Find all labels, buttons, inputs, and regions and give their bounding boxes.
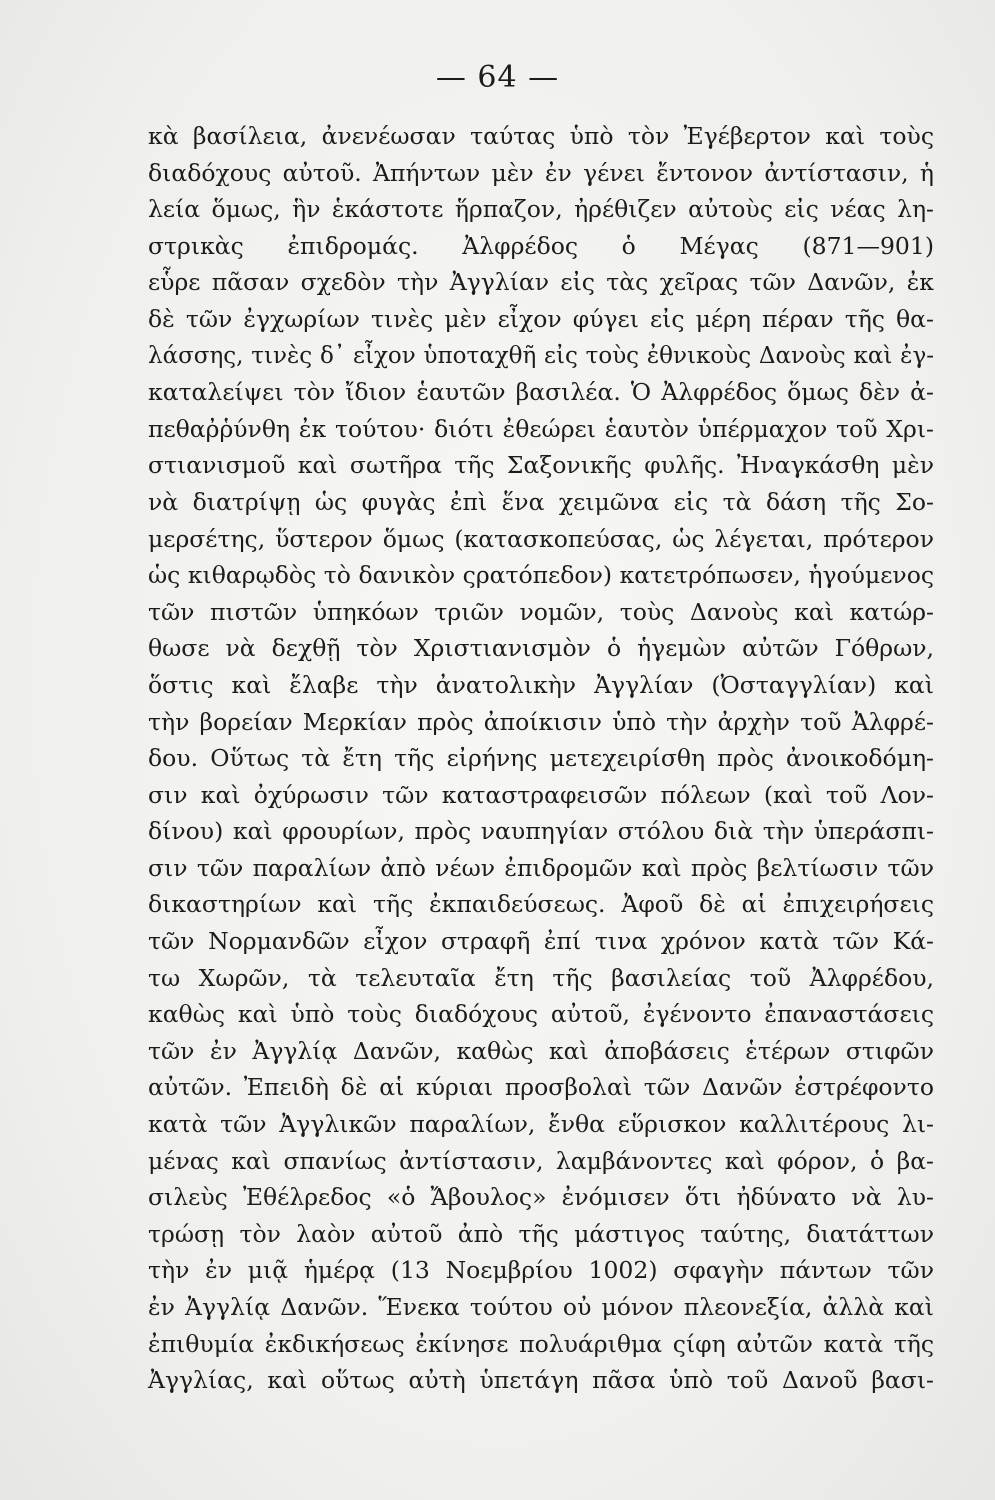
text-line: δίνου) καὶ φρουρίων, πρὸς ναυπηγίαν στόλου διὰ τὴν ὑπεράσπι-	[148, 817, 934, 846]
text-line: πεθαῤῥύνθη ἐκ τούτου· διότι ἐθεώρει ἑαυτὸν ὑπέρμαχον τοῦ Χρι-	[148, 414, 934, 443]
text-line: λάσσης, τινὲς δ᾽ εἶχον ὑποταχθῆ εἰς τοὺς ἐθνικοὺς Δανοὺς καὶ ἐγ-	[148, 342, 934, 369]
text-line: διαδόχους αὐτοῦ. Ἀπήντων μὲν ἐν γένει ἔντονον ἀντίστασιν, ἡ	[148, 158, 934, 187]
text-line: Ἀγγλίας, καὶ οὕτως αὐτὴ ὑπετάγη πᾶσα ὑπὸ τοῦ Δανοῦ βασι-	[148, 1366, 934, 1395]
text-line: θωσε νὰ δεχθῇ τὸν Χριστιανισμὸν ὁ ἡγεμὼν αὐτῶν Γόθρων,	[148, 634, 934, 663]
text-line: τω Χωρῶν, τὰ τελευταῖα ἔτη τῆς βασιλείας τοῦ Ἀλφρέδου,	[148, 963, 934, 992]
text-line: ὡς κιθαρῳδὸς τὸ δανικὸν ςρατόπεδον) κατετρόπωσεν, ἡγούμενος	[148, 561, 934, 590]
text-line: δὲ τῶν ἐγχωρίων τινὲς μὲν εἶχον φύγει εἰς μέρη πέραν τῆς θα-	[148, 304, 934, 333]
text-line: μερσέτης, ὕστερον ὅμως (κατασκοπεύσας, ὡς λέγεται, πρότερον	[148, 524, 934, 553]
text-line: νὰ διατρίψῃ ὡς φυγὰς ἐπὶ ἕνα χειμῶνα εἰς τὰ δάση τῆς Σο-	[148, 487, 934, 516]
text-line: τὴν βορείαν Μερκίαν πρὸς ἀποίκισιν ὑπὸ τὴν ἀρχὴν τοῦ Ἀλφρέ-	[148, 707, 934, 736]
text-line: λεία ὅμως, ἣν ἑκάστοτε ἥρπαζον, ἠρέθιζεν αὐτοὺς εἰς νέας λη-	[148, 195, 934, 224]
text-line: δου. Οὕτως τὰ ἔτη τῆς εἰρήνης μετεχειρίσθη πρὸς ἀνοικοδόμη-	[148, 744, 934, 773]
text-line: ἐπιθυμία ἐκδικήσεως ἐκίνησε πολυάριθμα ςίφη αὐτῶν κατὰ τῆς	[148, 1329, 934, 1358]
text-line: κὰ βασίλεια, ἀνενέωσαν ταύτας ὑπὸ τὸν Ἐγέβερτον καὶ τοὺς	[148, 122, 934, 150]
text-line: σιν καὶ ὀχύρωσιν τῶν καταστραφεισῶν πόλεων (καὶ τοῦ Λον-	[148, 780, 934, 809]
text-line: ὅστις καὶ ἔλαβε τὴν ἀνατολικὴν Ἀγγλίαν (Ὀσταγγλίαν) καὶ	[148, 670, 934, 699]
text-line: τῶν ἐν Ἀγγλίᾳ Δανῶν, καθὼς καὶ ἀποβάσεις ἑτέρων στιφῶν	[148, 1036, 934, 1065]
text-line: καταλείψει τὸν ἴδιον ἑαυτῶν βασιλέα. Ὁ Ἀλφρέδος ὅμως δὲν ἀ-	[148, 378, 934, 407]
text-line: κατὰ τῶν Ἀγγλικῶν παραλίων, ἔνθα εὕρισκον καλλιτέρους λι-	[148, 1110, 934, 1139]
text-line: αὐτῶν. Ἐπειδὴ δὲ αἱ κύριαι προσβολαὶ τῶν Δανῶν ἐστρέφοντο	[148, 1073, 934, 1102]
body-text	[148, 118, 934, 1399]
text-line: μένας καὶ σπανίως ἀντίστασιν, λαμβάνοντες καὶ φόρον, ὁ βα-	[148, 1146, 934, 1175]
text-line: τῶν πιστῶν ὑπηκόων τριῶν νομῶν, τοὺς Δανοὺς καὶ κατώρ-	[148, 597, 934, 626]
text-line: εὗρε πᾶσαν σχεδὸν τὴν Ἀγγλίαν εἰς τὰς χεῖρας τῶν Δανῶν, ἐκ	[148, 268, 934, 297]
text-line: σιν τῶν παραλίων ἀπὸ νέων ἐπιδρομῶν καὶ πρὸς βελτίωσιν τῶν	[148, 853, 934, 882]
text-line: δικαστηρίων καὶ τῆς ἐκπαιδεύσεως. Ἀφοῦ δὲ αἱ ἐπιχειρήσεις	[148, 890, 934, 919]
text-line: καθὼς καὶ ὑπὸ τοὺς διαδόχους αὐτοῦ, ἐγένοντο ἐπαναστάσεις	[148, 1000, 934, 1029]
text-line: τρώσῃ τὸν λαὸν αὐτοῦ ἀπὸ τῆς μάστιγος ταύτης, διατάττων	[148, 1219, 934, 1248]
page-number: — 64 —	[435, 60, 560, 95]
text-line: τῶν Νορμανδῶν εἶχον στραφῆ ἐπί τινα χρόνον κατὰ τῶν Κά-	[148, 927, 934, 956]
text-line: στρικὰς ἐπιδρομάς. Ἀλφρέδος ὁ Μέγας (871—901)	[148, 231, 934, 260]
text-line: σιλεὺς Ἐθέλρεδος «ὁ Ἄβουλος» ἐνόμισεν ὅτι ἠδύνατο νὰ λυ-	[148, 1183, 934, 1212]
text-line: τὴν ἐν μιᾷ ἡμέρᾳ (13 Νοεμβρίου 1002) σφαγὴν πάντων τῶν	[148, 1256, 934, 1285]
text-line: στιανισμοῦ καὶ σωτῆρα τῆς Σαξονικῆς φυλῆς. Ἠναγκάσθη μὲν	[148, 451, 934, 480]
text-line: ἐν Ἀγγλίᾳ Δανῶν. Ἕνεκα τούτου οὐ μόνον πλεονεξία, ἀλλὰ καὶ	[148, 1293, 934, 1321]
